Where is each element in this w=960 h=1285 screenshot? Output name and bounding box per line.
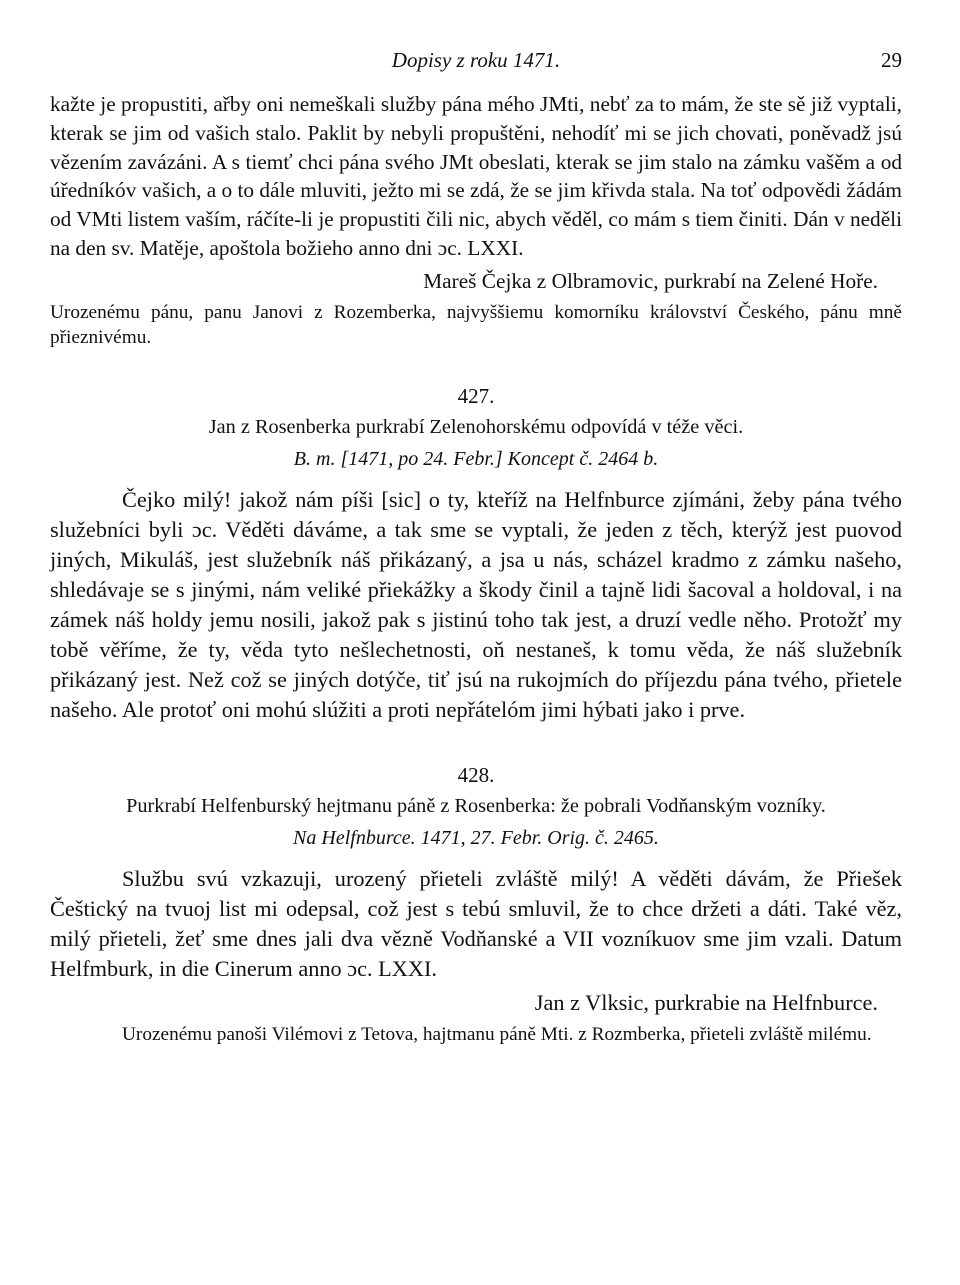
letter-address: Urozenému pánu, panu Janovi z Rozemberka, najvyššiemu komorníku království Českého, pánu mně přieznivému. [50,301,902,348]
letter-body: Službu svú vzkazuji, urozený přieteli zvláště milý! A věděti dávám, že Přiešek Češtický na tvuoj list mi odepsal, což jest s tebú smluvil, že to chce držeti a dáti. Také věz, milý přieteli, žeť sme dnes jali dva vězně Vodňanské a VII vozníkuov sme jim vzali. Datum Helfmburk, in die Cinerum anno ɔc. LXXI. [50,865,902,981]
running-title: Dopisy z roku 1471. [391,48,561,72]
document-page [50,44,902,1047]
document-heading: Jan z Rosenberka purkrabí Zelenohorskému odpovídá v téže věci. [208,415,744,438]
page-number: 29 [881,48,902,72]
document-number: 428. [457,762,495,787]
document-source: Na Helfnburce. 1471, 27. Febr. Orig. č. 2465. [293,826,659,849]
letter-body: Čejko milý! jakož nám píši [sic] o ty, kteříž na Helfnburce zjímáni, žeby pána tvého služebníci byli ɔc. Věděti dáváme, a tak sme se vyptali, že jeden z těch, kterýž jest puovod jiných, Mikuláš, jest služebník náš přikázaný, a jsa u nás, scházel kradmo z zámku našeho, shledávaje se s jinými, nám veliké přiekážky a škody činil a tajně lidi šacoval a holdoval, i na zámek náš holdy jemu nosili, jakož pak s jistinú toho tak jest, a druzí vedle něho. Protožť my tobě věříme, že ty, věda tyto nešlechetnosti, oň nestaneš, k tomu věda, že náš služebník přikázaný jest. Než což se jiných dotýče, tiť jsú na rukojmích do příjezdu pána tvého, přietele našeho. Ale protoť oni mohú slúžiti a proti nepřátelóm jimi hýbati jako i prve. [50,486,902,722]
letter-428 [50,761,902,1047]
document-source: B. m. [1471, po 24. Febr.] Koncept č. 2464 b. [293,447,659,470]
letter-signature: Mareš Čejka z Olbramovic, purkrabí na Zelené Hoře. [423,268,878,293]
letter-426-continuation [50,90,902,350]
letter-signature: Jan z Vlksic, purkrabie na Helfnburce. [534,989,878,1015]
letter-427 [50,382,902,725]
document-number: 427. [457,383,495,408]
document-heading: Purkrabí Helfenburský hejtmanu páně z Rosenberka: že pobrali Vodňanským vozníky. [126,794,826,817]
running-header [50,44,902,78]
letter-address: Urozenému panoši Vilémovi z Tetova, hajtmanu páně Mti. z Rozmberka, přieteli zvláště milému. [122,1023,872,1045]
letter-body: kažte je propustiti, ařby oni nemeškali služby pána mého JMti, nebť za to mám, že ste sě již vyptali, kterak se jim od vašich stalo. Paklit by nebyli propuštěni, nehodíť mi se jich chovati, poněvadž jsú vězením zavázáni. A s tiemť chci pána svého JMt obeslati, kterak se jim stalo na zámku vašěm a od úředníkóv vašich, a o to dále mluviti, ježto mi se zdá, že se jim křivda stala. Na toť odpovědi žádám od VMti listem vaším, ráčíte-li je propustiti čili nic, abych věděl, co mám s tiem činiti. Dán v neděli na den sv. Matěje, apoštola božieho anno dni ɔc. LXXI. [50,92,902,260]
